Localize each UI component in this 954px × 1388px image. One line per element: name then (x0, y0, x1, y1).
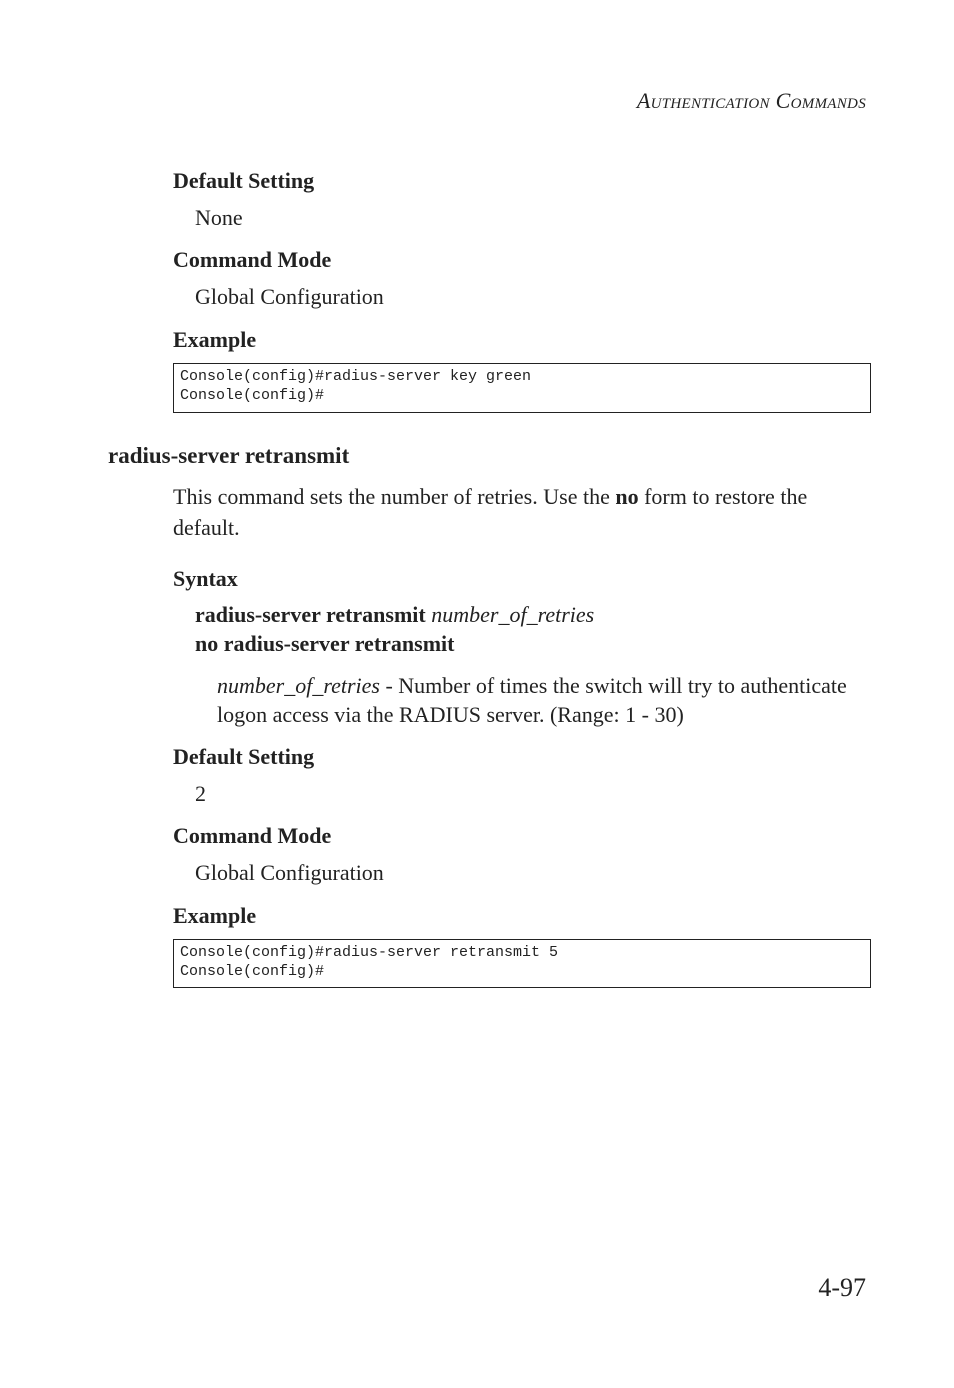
code-line: Console(config)# (180, 963, 325, 980)
default-setting-heading: Default Setting (173, 168, 315, 193)
command-description (173, 481, 873, 543)
desc-pre: This command sets the number of retries. Use the (173, 484, 616, 509)
example-code-box (173, 939, 871, 988)
command-mode-heading: Command Mode (173, 823, 332, 848)
parameter-name: number_of_retries (217, 673, 380, 698)
default-setting-heading: Default Setting (173, 744, 315, 769)
command-mode-heading: Command Mode (173, 247, 332, 272)
desc-bold-no: no (615, 484, 639, 509)
page-number: 4-97 (818, 1273, 866, 1302)
running-header: Authentication Commands (636, 88, 866, 113)
parameter-description (217, 671, 867, 729)
command-mode-value: Global Configuration (195, 860, 384, 885)
syntax-no-command: no radius-server retransmit (195, 631, 455, 656)
syntax-parameter: number_of_retries (431, 602, 595, 627)
syntax-no-line (195, 631, 454, 657)
command-title: radius-server retransmit (108, 443, 350, 468)
example-heading: Example (173, 903, 257, 928)
command-mode-value: Global Configuration (195, 284, 384, 309)
desc-post: form to restore the default. (173, 484, 808, 540)
code-line: Console(config)#radius-server retransmit 5 (180, 944, 559, 961)
syntax-line (195, 602, 594, 628)
syntax-command: radius-server retransmit (195, 602, 426, 627)
parameter-text: - Number of times the switch will try to authenticate logon access via the RADIUS server. (Range: 1 - 30) (217, 673, 847, 727)
example-heading: Example (173, 327, 257, 352)
syntax-heading: Syntax (173, 566, 238, 591)
code-line: Console(config)# (180, 387, 325, 404)
default-setting-value: None (195, 205, 243, 230)
example-code-box (173, 363, 871, 413)
code-line: Console(config)#radius-server key green (180, 368, 532, 385)
default-setting-value: 2 (195, 781, 206, 806)
